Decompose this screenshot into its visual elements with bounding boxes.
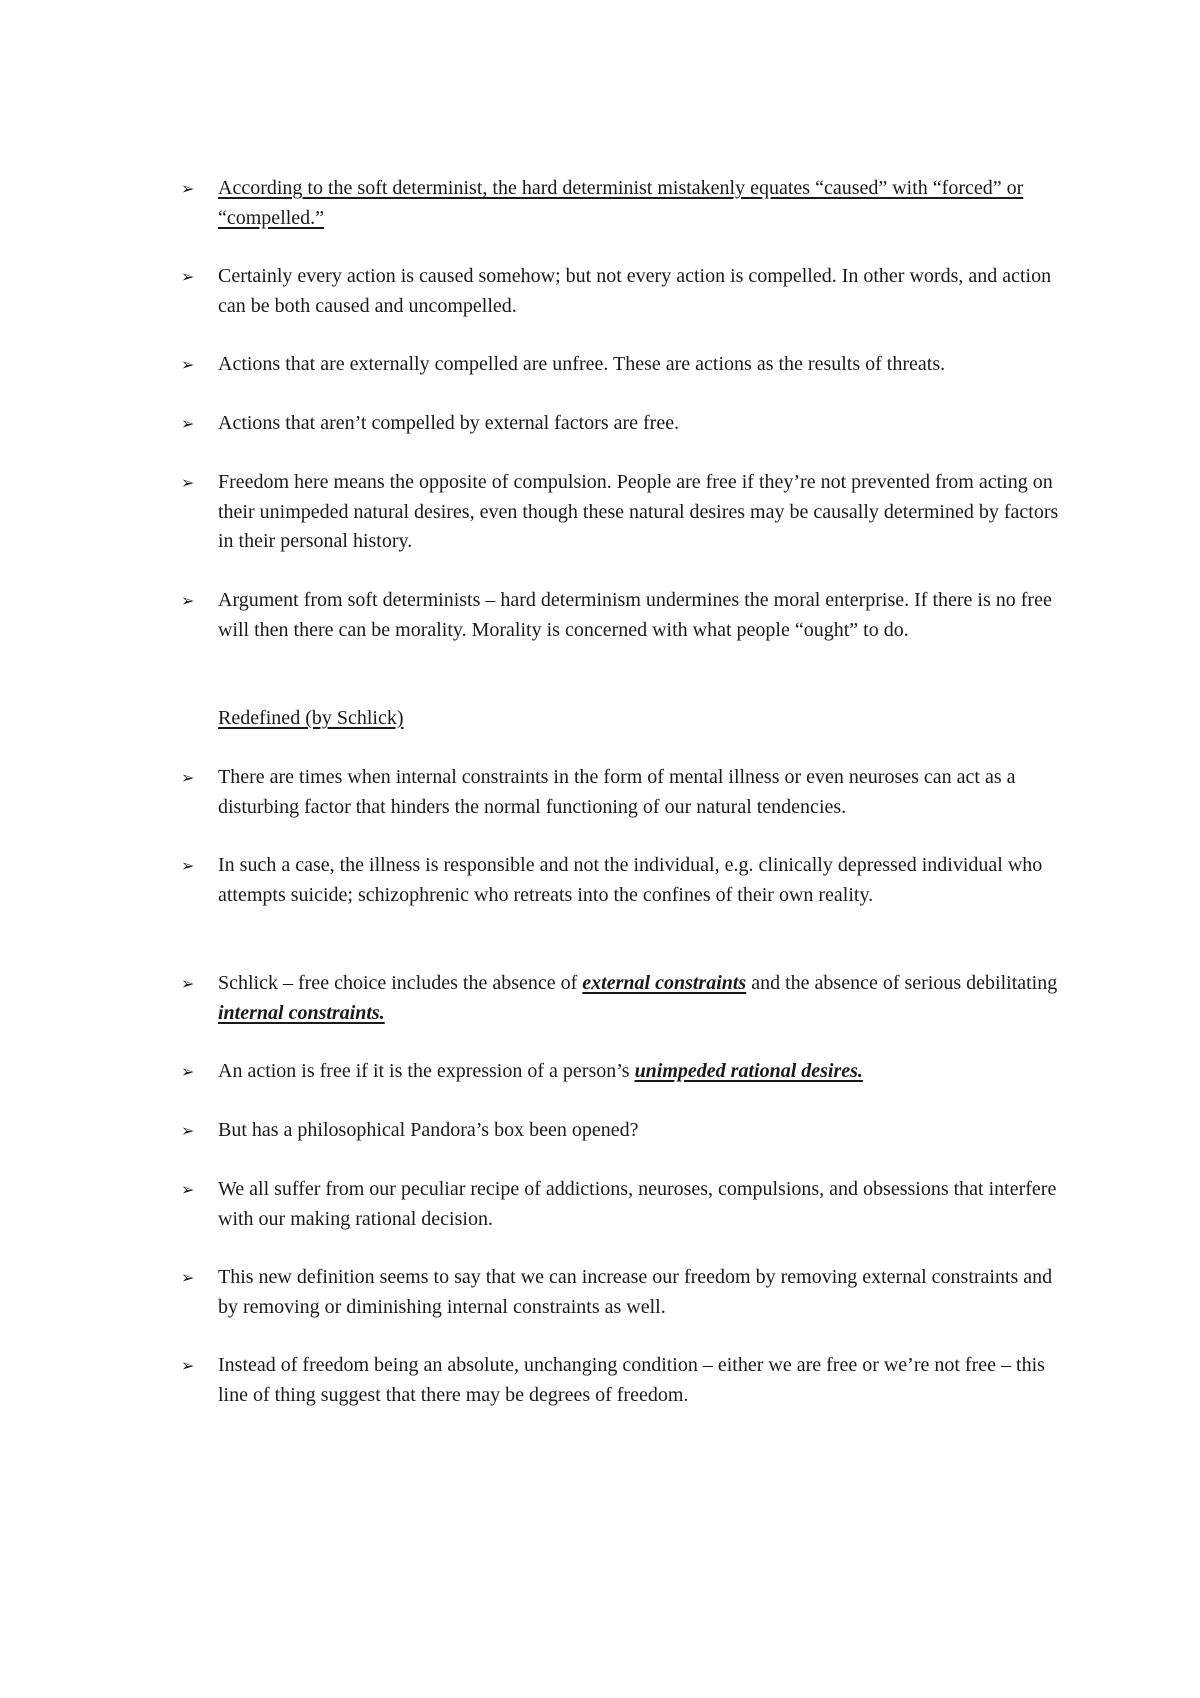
- item-text: We all suffer from our peculiar recipe of addictions, neuroses, compulsions, and obsessions that interfere with our making rational decision.: [218, 1178, 1057, 1230]
- item-text: This new definition seems to say that we can increase our freedom by removing external constraints and by removing or diminishing internal constraints as well.: [218, 1266, 1053, 1318]
- item-text: According to the soft determinist, the hard determinist mistakenly equates “caused” with “forced” or “compelled.”: [218, 177, 1024, 229]
- list-item: [181, 1057, 1061, 1087]
- item-text: In such a case, the illness is responsible and not the individual, e.g. clinically depressed individual who attempts suicide; schizophrenic who retreats into the confines of their own reality.: [218, 854, 1043, 906]
- arrow-bullet-icon: ➢: [181, 1121, 195, 1140]
- arrow-bullet-icon: ➢: [181, 974, 195, 993]
- item-text-part: Schlick – free choice includes the absence of: [218, 972, 583, 994]
- list-item: [181, 350, 1061, 380]
- arrow-bullet-icon: ➢: [181, 1268, 195, 1287]
- list-item: [181, 1175, 1061, 1234]
- arrow-bullet-icon: ➢: [181, 355, 195, 374]
- arrow-bullet-icon: ➢: [181, 267, 195, 286]
- emphasis-unimpeded-rational-desires: unimpeded rational desires.: [634, 1060, 863, 1082]
- item-text-part: and the absence of serious debilitating: [746, 972, 1058, 994]
- arrow-bullet-icon: ➢: [181, 768, 195, 787]
- list-item: [181, 174, 1061, 233]
- list-item: [181, 969, 1061, 1028]
- emphasis-external-constraints: external constraints: [582, 972, 747, 994]
- list-item: [181, 763, 1061, 822]
- item-text: There are times when internal constraints in the form of mental illness or even neuroses can act as a disturbing factor that hinders the normal functioning of our natural tendencies.: [218, 766, 1016, 818]
- arrow-bullet-icon: ➢: [181, 179, 195, 198]
- item-text-part: An action is free if it is the expression of a person’s: [218, 1060, 635, 1082]
- item-text: Actions that aren’t compelled by external factors are free.: [218, 412, 680, 434]
- item-text: But has a philosophical Pandora’s box been opened?: [218, 1119, 639, 1141]
- item-text: Instead of freedom being an absolute, unchanging condition – either we are free or we’re not free – this line of thing suggest that there may be degrees of freedom.: [218, 1354, 1045, 1406]
- list-item: [181, 851, 1061, 910]
- arrow-bullet-icon: ➢: [181, 414, 195, 433]
- item-text: Certainly every action is caused somehow; but not every action is compelled. In other words, and action can be both caused and uncompelled.: [218, 265, 1052, 317]
- list-item: [181, 409, 1061, 439]
- emphasis-internal-constraints: internal constraints.: [218, 1001, 385, 1024]
- list-item: [181, 1116, 1061, 1146]
- arrow-bullet-icon: ➢: [181, 473, 195, 492]
- section-subheading: Redefined (by Schlick): [218, 707, 404, 729]
- item-text: Freedom here means the opposite of compulsion. People are free if they’re not prevented from acting on their unimpeded natural desires, even though these natural desires may be causally determined by factors in their personal history.: [218, 471, 1059, 552]
- arrow-bullet-icon: ➢: [181, 1180, 195, 1199]
- list-item: [181, 262, 1061, 321]
- item-text: [218, 1057, 1061, 1087]
- item-text: Argument from soft determinists – hard determinism undermines the moral enterprise. If there is no free will then there can be morality. Morality is concerned with what people “ought” to do.: [218, 589, 1052, 641]
- arrow-bullet-icon: ➢: [181, 1356, 195, 1375]
- arrow-bullet-icon: ➢: [181, 591, 195, 610]
- item-text: Actions that are externally compelled are unfree. These are actions as the results of threats.: [218, 353, 946, 375]
- list-item: [181, 586, 1061, 645]
- list-item: [181, 468, 1061, 557]
- item-text: [218, 969, 1061, 1028]
- list-item: [181, 1263, 1061, 1322]
- arrow-bullet-icon: ➢: [181, 1062, 195, 1081]
- arrow-bullet-icon: ➢: [181, 856, 195, 875]
- list-item: [181, 1351, 1061, 1410]
